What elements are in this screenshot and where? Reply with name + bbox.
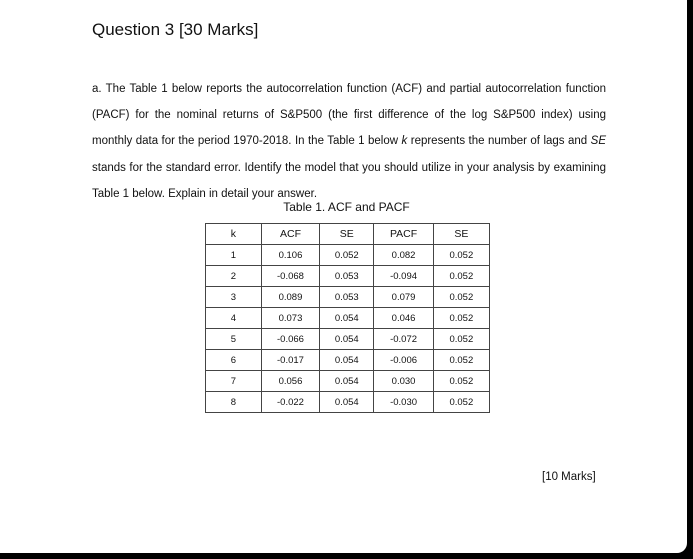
cell-acf: -0.068 — [261, 266, 319, 287]
cell-pacf: -0.072 — [374, 329, 433, 350]
cell-se: 0.054 — [320, 350, 374, 371]
question-paragraph — [92, 76, 606, 207]
table-row — [206, 266, 490, 287]
cell-pacf: 0.046 — [374, 308, 433, 329]
cell-k: 1 — [206, 245, 262, 266]
cell-k: 8 — [206, 392, 262, 413]
cell-pacf: 0.079 — [374, 287, 433, 308]
cell-pacf: 0.030 — [374, 371, 433, 392]
header-acf: ACF — [261, 224, 319, 245]
cell-se: 0.054 — [320, 329, 374, 350]
cell-se: 0.054 — [320, 371, 374, 392]
cell-acf: 0.089 — [261, 287, 319, 308]
k-term: k — [401, 135, 408, 148]
cell-acf: -0.017 — [261, 350, 319, 371]
table-row — [206, 308, 490, 329]
cell-se-pacf: 0.052 — [433, 392, 489, 413]
cell-se-pacf: 0.052 — [433, 350, 489, 371]
cell-se: 0.053 — [320, 266, 374, 287]
cell-se: 0.052 — [320, 245, 374, 266]
marks-label: [10 Marks] — [542, 471, 596, 483]
table-row — [206, 392, 490, 413]
cell-se: 0.054 — [320, 392, 374, 413]
question-title: Question 3 [30 Marks] — [92, 20, 259, 39]
table-row — [206, 287, 490, 308]
table-row — [206, 371, 490, 392]
cell-k: 4 — [206, 308, 262, 329]
cell-k: 5 — [206, 329, 262, 350]
header-se: SE — [320, 224, 374, 245]
header-se-pacf: SE — [433, 224, 489, 245]
table-row — [206, 245, 490, 266]
table-header-row — [206, 224, 490, 245]
cell-pacf: 0.082 — [374, 245, 433, 266]
table-row — [206, 329, 490, 350]
cell-se-pacf: 0.052 — [433, 245, 489, 266]
acf-pacf-table — [205, 223, 490, 413]
cell-acf: -0.022 — [261, 392, 319, 413]
paragraph-text-2: represents the number of lags and — [407, 135, 591, 148]
se-term: SE — [590, 135, 606, 148]
cell-acf: 0.106 — [261, 245, 319, 266]
cell-se: 0.053 — [320, 287, 374, 308]
cell-se-pacf: 0.052 — [433, 371, 489, 392]
cell-se-pacf: 0.052 — [433, 308, 489, 329]
cell-acf: 0.056 — [261, 371, 319, 392]
cell-pacf: -0.030 — [374, 392, 433, 413]
header-k: k — [206, 224, 262, 245]
cell-se-pacf: 0.052 — [433, 287, 489, 308]
table-caption: Table 1. ACF and PACF — [283, 200, 410, 214]
cell-k: 3 — [206, 287, 262, 308]
cell-acf: 0.073 — [261, 308, 319, 329]
cell-k: 6 — [206, 350, 262, 371]
cell-se: 0.054 — [320, 308, 374, 329]
cell-se-pacf: 0.052 — [433, 329, 489, 350]
cell-pacf: -0.006 — [374, 350, 433, 371]
table-row — [206, 350, 490, 371]
paragraph-text-1: a. The Table 1 below reports the autocorrelation function (ACF) and partial autocorrelation function (PACF) for the nominal returns of S&P500 (the first difference of the log S&P500 index) using monthly data for the period 1970-2018. In the Table 1 below — [92, 83, 606, 148]
paragraph-text-3: stands for the standard error. Identify the model that you should utilize in your analysis by examining Table 1 below. Explain in detail your answer. — [92, 161, 606, 200]
header-pacf: PACF — [374, 224, 433, 245]
cell-k: 2 — [206, 266, 262, 287]
cell-se-pacf: 0.052 — [433, 266, 489, 287]
cell-k: 7 — [206, 371, 262, 392]
cell-acf: -0.066 — [261, 329, 319, 350]
cell-pacf: -0.094 — [374, 266, 433, 287]
